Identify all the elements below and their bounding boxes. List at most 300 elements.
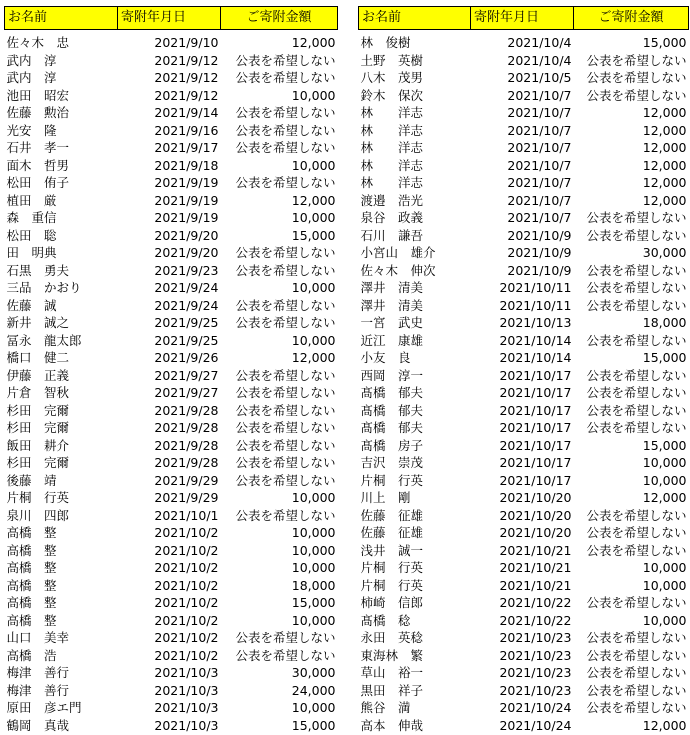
donation-amount: 公表を希望しない	[235, 420, 336, 435]
table-row	[5, 227, 338, 245]
donation-date: 2021/10/3	[154, 682, 219, 698]
donation-date: 2021/10/22	[499, 595, 572, 610]
table-row	[5, 262, 338, 280]
donor-table-right	[358, 6, 689, 734]
donation-amount: 公表を希望しない	[235, 52, 336, 68]
donation-date: 2021/10/21	[499, 560, 572, 575]
donor-name: 佐々木 伸次	[360, 262, 436, 278]
table-row	[5, 682, 338, 700]
table-row	[359, 454, 689, 472]
donation-amount: 10,000	[291, 700, 336, 715]
donation-date: 2021/9/10	[154, 35, 219, 50]
donation-date: 2021/9/19	[154, 210, 219, 225]
donor-name: 林 洋志	[360, 105, 424, 120]
donor-name: 光安 隆	[6, 122, 57, 138]
donation-date: 2021/9/25	[154, 315, 219, 330]
donation-amount: 公表を希望しない	[235, 402, 336, 418]
donation-date: 2021/10/2	[154, 630, 219, 645]
donation-date: 2021/9/12	[154, 87, 219, 103]
donation-date: 2021/10/9	[507, 262, 572, 278]
donor-name: 飯田 耕介	[6, 437, 70, 453]
donation-amount: 10,000	[291, 280, 336, 295]
table-row	[5, 454, 338, 472]
table-row	[359, 157, 689, 175]
table-row	[5, 69, 338, 87]
donor-name: 永田 英稔	[360, 630, 424, 645]
donation-amount: 30,000	[642, 245, 687, 260]
donation-amount: 10,000	[291, 332, 336, 348]
table-row	[5, 314, 338, 332]
table-row	[359, 367, 689, 385]
donation-amount: 公表を希望しない	[235, 70, 336, 85]
donation-amount: 12,000	[642, 140, 687, 155]
donation-date: 2021/10/4	[507, 52, 572, 68]
donation-date: 2021/10/7	[507, 122, 572, 138]
donation-date: 2021/10/13	[499, 315, 572, 330]
donation-amount: 公表を希望しない	[235, 297, 336, 313]
table-row	[359, 612, 689, 630]
donation-amount: 15,000	[642, 350, 687, 365]
donation-date: 2021/10/23	[499, 665, 572, 680]
donation-date: 2021/10/2	[154, 647, 219, 663]
table-row	[359, 227, 689, 245]
donation-amount: 公表を希望しない	[586, 227, 687, 243]
table-row	[5, 279, 338, 297]
table-row	[5, 524, 338, 542]
donation-amount: 10,000	[291, 210, 336, 225]
donation-date: 2021/9/12	[154, 70, 219, 85]
donor-name: 梅津 善行	[6, 665, 70, 680]
table-row	[5, 384, 338, 402]
donor-name: 原田 彦エ門	[6, 700, 82, 715]
donation-date: 2021/10/20	[499, 490, 572, 505]
donor-name: 髙橋 郁夫	[360, 420, 424, 435]
table-row	[5, 489, 338, 507]
donation-date: 2021/9/24	[154, 280, 219, 295]
donation-date: 2021/9/29	[154, 490, 219, 505]
donation-amount: 公表を希望しない	[586, 525, 687, 540]
donation-date: 2021/9/27	[154, 367, 219, 383]
donor-name: 三品 かおり	[6, 280, 82, 295]
donation-amount: 公表を希望しない	[586, 682, 687, 698]
donation-date: 2021/10/14	[499, 332, 572, 348]
donation-amount: 18,000	[642, 315, 687, 330]
donation-date: 2021/10/7	[507, 140, 572, 155]
donation-date: 2021/10/17	[499, 437, 572, 453]
donation-date: 2021/10/17	[499, 402, 572, 418]
table-row	[359, 507, 689, 525]
donation-date: 2021/10/17	[499, 472, 572, 488]
donor-name: 片桐 行英	[360, 560, 424, 575]
table-row	[5, 122, 338, 140]
donor-name: 冨永 龍太郎	[6, 332, 82, 348]
table-row	[5, 157, 338, 175]
table-row	[359, 69, 689, 87]
donor-name: 高橋 整	[6, 560, 57, 575]
table-row	[359, 52, 689, 70]
donor-name: 澤井 清美	[360, 297, 424, 313]
table-row	[359, 664, 689, 682]
donor-name: 高橋 浩	[6, 647, 57, 663]
donation-amount: 公表を希望しない	[586, 210, 687, 225]
table-row	[359, 349, 689, 367]
donation-date: 2021/10/2	[154, 577, 219, 593]
donor-name: 田 明典	[6, 245, 57, 260]
donor-name: 片桐 行英	[6, 490, 70, 505]
donor-name: 松田 聡	[6, 227, 57, 243]
donation-date: 2021/10/3	[154, 665, 219, 680]
donation-date: 2021/10/17	[499, 367, 572, 383]
table-row	[5, 34, 338, 52]
table-row	[359, 647, 689, 665]
donation-amount: 12,000	[291, 35, 336, 50]
donor-name: 土野 英樹	[360, 52, 424, 68]
donor-name: 石黒 勇夫	[6, 262, 70, 278]
donor-name: 植田 厳	[6, 192, 57, 208]
table-row	[359, 559, 689, 577]
donation-date: 2021/9/16	[154, 122, 219, 138]
donor-name: 佐藤 征雄	[360, 507, 424, 523]
donor-name: 吉沢 崇茂	[360, 455, 424, 470]
table-row	[5, 139, 338, 157]
donor-name: 西岡 淳一	[360, 367, 424, 383]
donation-amount: 公表を希望しない	[235, 140, 336, 155]
donor-name: 鈴木 保次	[360, 87, 424, 103]
donation-amount: 公表を希望しない	[586, 402, 687, 418]
donation-amount: 公表を希望しない	[235, 455, 336, 470]
donation-date: 2021/10/9	[507, 245, 572, 260]
table-row	[5, 419, 338, 437]
donation-date: 2021/10/17	[499, 455, 572, 470]
donation-amount: 公表を希望しない	[235, 630, 336, 645]
donor-name: 川上 剛	[360, 490, 411, 505]
donor-name: 髙橋 稔	[360, 612, 411, 628]
table-row	[5, 402, 338, 420]
donor-name: 佐々木 忠	[6, 35, 70, 50]
donor-name: 八木 茂男	[360, 70, 424, 85]
table-row	[5, 332, 338, 350]
header-row	[359, 7, 689, 30]
table-row	[359, 139, 689, 157]
donation-amount: 公表を希望しない	[235, 122, 336, 138]
donation-amount: 18,000	[291, 577, 336, 593]
table-row	[359, 682, 689, 700]
table-row	[5, 542, 338, 560]
donation-date: 2021/10/24	[499, 700, 572, 715]
table-row	[359, 717, 689, 735]
donor-name: 杉田 完爾	[6, 402, 70, 418]
table-row	[359, 209, 689, 227]
header-date: 寄附年月日	[118, 7, 221, 30]
donation-amount: 10,000	[291, 525, 336, 540]
donation-date: 2021/9/27	[154, 385, 219, 400]
table-row	[359, 87, 689, 105]
donation-amount: 公表を希望しない	[586, 262, 687, 278]
donor-name: 高橋 整	[6, 542, 57, 558]
table-row	[359, 489, 689, 507]
donor-name: 黒田 祥子	[360, 682, 424, 698]
donor-name: 澤井 清美	[360, 280, 424, 295]
donation-amount: 公表を希望しない	[586, 647, 687, 663]
header-row	[5, 7, 338, 30]
table-row	[359, 192, 689, 210]
header-name: お名前	[359, 7, 471, 30]
table-row	[5, 174, 338, 192]
donation-date: 2021/9/19	[154, 175, 219, 190]
donation-date: 2021/9/19	[154, 192, 219, 208]
donation-date: 2021/10/22	[499, 612, 572, 628]
donation-date: 2021/10/2	[154, 525, 219, 540]
table-row	[359, 314, 689, 332]
donation-amount: 15,000	[642, 35, 687, 50]
donation-amount: 12,000	[642, 105, 687, 120]
table-row	[359, 332, 689, 350]
donation-amount: 10,000	[291, 157, 336, 173]
donor-name: 梅津 善行	[6, 682, 70, 698]
table-row	[359, 577, 689, 595]
donation-amount: 10,000	[642, 560, 687, 575]
donation-amount: 公表を希望しない	[586, 542, 687, 558]
donation-date: 2021/10/17	[499, 385, 572, 400]
donor-name: 小宮山 雄介	[360, 245, 436, 260]
table-row	[5, 559, 338, 577]
header-amount: ご寄附金額	[574, 7, 689, 30]
donation-date: 2021/10/2	[154, 595, 219, 610]
donation-amount: 公表を希望しない	[235, 262, 336, 278]
header-date: 寄附年月日	[471, 7, 574, 30]
donation-date: 2021/9/28	[154, 437, 219, 453]
donation-amount: 公表を希望しない	[586, 507, 687, 523]
table-row	[359, 262, 689, 280]
donation-amount: 公表を希望しない	[586, 70, 687, 85]
donation-date: 2021/9/18	[154, 157, 219, 173]
donor-name: 林 洋志	[360, 140, 424, 155]
donation-amount: 公表を希望しない	[586, 367, 687, 383]
donation-amount: 12,000	[291, 192, 336, 208]
donor-name: 伊藤 正義	[6, 367, 70, 383]
donation-amount: 10,000	[291, 542, 336, 558]
donor-name: 林 洋志	[360, 157, 424, 173]
table-row	[5, 104, 338, 122]
donation-date: 2021/10/4	[507, 35, 572, 50]
donation-date: 2021/9/20	[154, 245, 219, 260]
table-row	[359, 174, 689, 192]
donation-amount: 公表を希望しない	[586, 595, 687, 610]
donation-date: 2021/10/7	[507, 105, 572, 120]
table-row	[5, 507, 338, 525]
donor-name: 林 洋志	[360, 175, 424, 190]
donor-name: 泉川 四郎	[6, 507, 70, 523]
donation-date: 2021/10/2	[154, 560, 219, 575]
donation-amount: 12,000	[642, 192, 687, 208]
table-row	[359, 629, 689, 647]
header-name: お名前	[5, 7, 118, 30]
table-row	[5, 244, 338, 262]
table-row	[5, 612, 338, 630]
donor-name: 武内 淳	[6, 52, 57, 68]
table-row	[359, 594, 689, 612]
donation-amount: 10,000	[291, 87, 336, 103]
donation-date: 2021/10/23	[499, 647, 572, 663]
donor-name: 池田 昭宏	[6, 87, 70, 103]
donor-name: 高橋 整	[6, 612, 57, 628]
donation-amount: 12,000	[642, 490, 687, 505]
table-row	[359, 297, 689, 315]
donation-date: 2021/10/14	[499, 350, 572, 365]
donation-date: 2021/9/28	[154, 402, 219, 418]
donation-amount: 公表を希望しない	[586, 700, 687, 715]
donation-amount: 12,000	[642, 157, 687, 173]
table-row	[359, 472, 689, 490]
donation-amount: 15,000	[291, 717, 336, 733]
donor-name: 林 俊樹	[360, 35, 411, 50]
donor-name: 草山 裕一	[360, 665, 424, 680]
donation-date: 2021/10/7	[507, 210, 572, 225]
donation-amount: 公表を希望しない	[586, 385, 687, 400]
donation-amount: 10,000	[291, 612, 336, 628]
donation-amount: 公表を希望しない	[235, 437, 336, 453]
donor-name: 浅井 誠一	[360, 542, 424, 558]
table-row	[359, 402, 689, 420]
donation-amount: 10,000	[642, 455, 687, 470]
table-row	[359, 384, 689, 402]
donor-name: 橋口 健二	[6, 350, 70, 365]
donation-amount: 公表を希望しない	[586, 332, 687, 348]
donation-amount: 12,000	[642, 122, 687, 138]
donation-amount: 15,000	[291, 595, 336, 610]
donation-amount: 公表を希望しない	[235, 105, 336, 120]
donation-amount: 公表を希望しない	[235, 245, 336, 260]
donation-amount: 公表を希望しない	[235, 472, 336, 488]
table-row	[5, 349, 338, 367]
donation-date: 2021/10/1	[154, 507, 219, 523]
table-row	[359, 437, 689, 455]
donor-name: 鶴岡 真哉	[6, 717, 70, 733]
donor-name: 髙橋 郁夫	[360, 385, 424, 400]
donation-date: 2021/10/20	[499, 507, 572, 523]
donation-date: 2021/10/7	[507, 192, 572, 208]
donor-name: 杉田 完爾	[6, 455, 70, 470]
donor-name: 佐藤 勲治	[6, 105, 70, 120]
table-row	[359, 419, 689, 437]
donation-date: 2021/9/23	[154, 262, 219, 278]
donation-amount: 10,000	[642, 612, 687, 628]
donor-name: 新井 誠之	[6, 315, 70, 330]
donor-name: 高橋 整	[6, 525, 57, 540]
donation-date: 2021/10/21	[499, 577, 572, 593]
donor-rows-left	[5, 34, 338, 734]
table-row	[5, 629, 338, 647]
donation-amount: 公表を希望しない	[235, 385, 336, 400]
donor-name: 森 重信	[6, 210, 57, 225]
donor-name: 杉田 完爾	[6, 420, 70, 435]
table-row	[359, 244, 689, 262]
donation-date: 2021/10/21	[499, 542, 572, 558]
donation-date: 2021/9/28	[154, 420, 219, 435]
table-row	[5, 594, 338, 612]
donor-name: 一宮 武史	[360, 315, 424, 330]
donation-date: 2021/9/28	[154, 455, 219, 470]
donor-name: 佐藤 征雄	[360, 525, 424, 540]
donor-table-left	[4, 6, 338, 734]
donor-name: 渡邉 浩光	[360, 192, 424, 208]
donation-date: 2021/9/24	[154, 297, 219, 313]
donation-amount: 12,000	[642, 717, 687, 733]
donation-date: 2021/10/2	[154, 542, 219, 558]
donation-date: 2021/10/24	[499, 717, 572, 733]
donation-date: 2021/10/20	[499, 525, 572, 540]
table-row	[5, 664, 338, 682]
donation-date: 2021/9/25	[154, 332, 219, 348]
donor-name: 山口 美幸	[6, 630, 70, 645]
donor-name: 高橋 整	[6, 595, 57, 610]
donation-amount: 10,000	[291, 560, 336, 575]
donor-name: 片桐 行英	[360, 577, 424, 593]
donation-date: 2021/9/29	[154, 472, 219, 488]
table-row	[359, 542, 689, 560]
donor-name: 東海林 繁	[360, 647, 424, 663]
donation-amount: 12,000	[291, 350, 336, 365]
donor-name: 熊谷 満	[360, 700, 411, 715]
donation-amount: 公表を希望しない	[235, 175, 336, 190]
donation-date: 2021/10/11	[499, 297, 572, 313]
donation-amount: 12,000	[642, 175, 687, 190]
donor-name: 髙橋 郁夫	[360, 402, 424, 418]
donation-date: 2021/10/17	[499, 420, 572, 435]
donation-date: 2021/9/17	[154, 140, 219, 155]
table-row	[359, 279, 689, 297]
donation-date: 2021/10/3	[154, 700, 219, 715]
donation-amount: 公表を希望しない	[235, 647, 336, 663]
donation-amount: 10,000	[642, 577, 687, 593]
donor-name: 近江 康雄	[360, 332, 424, 348]
donation-date: 2021/10/7	[507, 87, 572, 103]
donation-date: 2021/10/5	[507, 70, 572, 85]
table-row	[5, 717, 338, 735]
donor-name: 武内 淳	[6, 70, 57, 85]
donation-date: 2021/10/2	[154, 612, 219, 628]
table-row	[5, 647, 338, 665]
table-row	[5, 472, 338, 490]
donation-amount: 公表を希望しない	[586, 665, 687, 680]
donor-name: 高橋 整	[6, 577, 57, 593]
donation-amount: 15,000	[642, 437, 687, 453]
donor-name: 片倉 智秋	[6, 385, 70, 400]
table-row	[359, 104, 689, 122]
donation-date: 2021/10/11	[499, 280, 572, 295]
donation-amount: 公表を希望しない	[586, 297, 687, 313]
table-row	[359, 34, 689, 52]
donation-date: 2021/10/7	[507, 157, 572, 173]
donation-amount: 公表を希望しない	[586, 630, 687, 645]
donation-amount: 公表を希望しない	[586, 87, 687, 103]
header-amount: ご寄附金額	[221, 7, 338, 30]
donor-name: 髙橋 房子	[360, 437, 424, 453]
donation-date: 2021/9/12	[154, 52, 219, 68]
donor-name: 石川 謙吾	[360, 227, 424, 243]
table-row	[359, 524, 689, 542]
donation-amount: 30,000	[291, 665, 336, 680]
donation-amount: 24,000	[291, 682, 336, 698]
donation-amount: 10,000	[642, 472, 687, 488]
donor-name: 石井 孝一	[6, 140, 70, 155]
donation-amount: 公表を希望しない	[235, 507, 336, 523]
table-row	[359, 699, 689, 717]
donation-date: 2021/9/14	[154, 105, 219, 120]
donor-name: 佐藤 誠	[6, 297, 57, 313]
table-row	[5, 577, 338, 595]
donor-name: 林 洋志	[360, 122, 424, 138]
